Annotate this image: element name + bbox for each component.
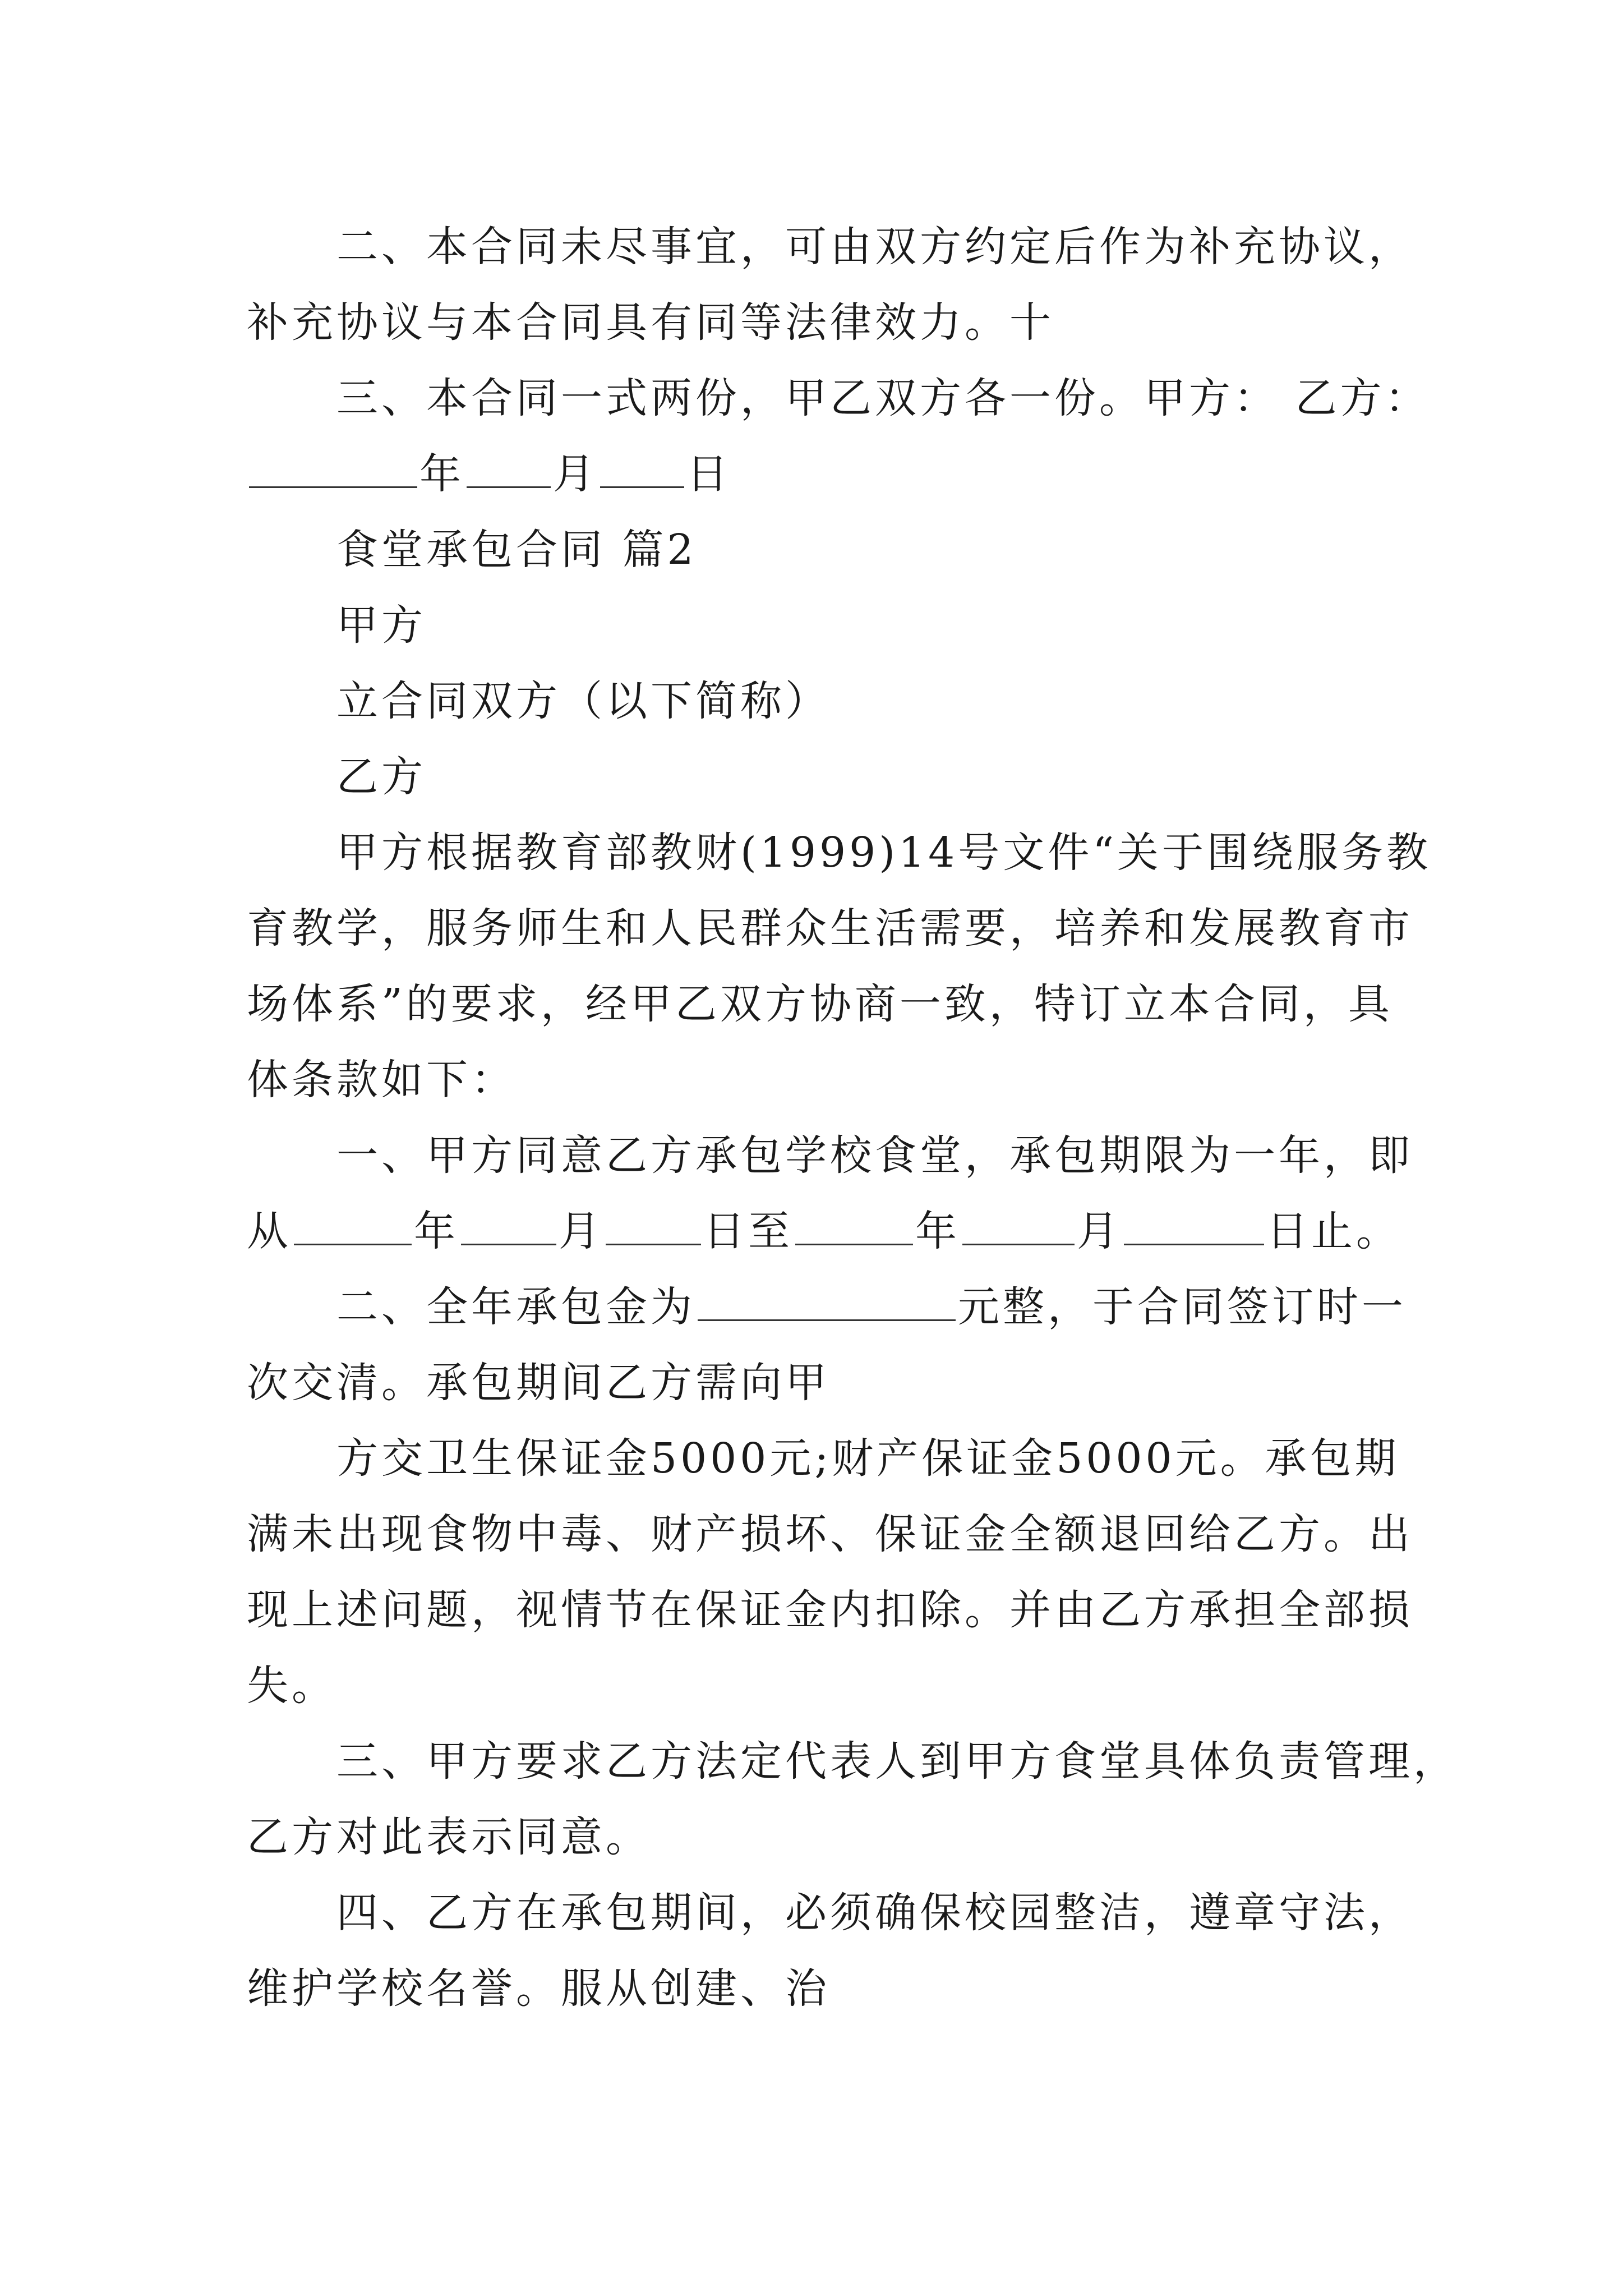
blank-field [606, 1210, 701, 1245]
date-month-label: 月 [553, 450, 598, 498]
paragraph-line: 一、甲方同意乙方承包学校食堂，承包期限为一年，即 [336, 1131, 1413, 1180]
blank-field [461, 1210, 556, 1245]
paragraph-line: 四、乙方在承包期间，必须确保校园整洁，遵章守法， [336, 1889, 1413, 1937]
paragraph-line: 乙方对此表示同意。 [247, 1813, 651, 1861]
term-end-label: 日止。 [1266, 1207, 1401, 1255]
paragraph-line: 满未出现食物中毒、财产损坏、保证金全额退回给乙方。出 [247, 1510, 1413, 1558]
term-month-label: 月 [559, 1207, 603, 1255]
blank-field [294, 1210, 412, 1245]
term-year-label: 年 [414, 1207, 459, 1255]
paragraph-line: 现上述问题，视情节在保证金内扣除。并由乙方承担全部损 [247, 1586, 1413, 1634]
term-month-label: 月 [1077, 1207, 1122, 1255]
paragraph-line: 补充协议与本合同具有同等法律效力。十 [247, 298, 1054, 347]
term-year-label: 年 [915, 1207, 960, 1255]
blank-field [600, 453, 684, 488]
blank-field [698, 1286, 956, 1321]
paragraph-line: 方交卫生保证金5000元;财产保证金5000元。承包期 [336, 1434, 1400, 1483]
paragraph-line: 场体系”的要求，经甲乙双方协商一致，特订立本合同，具 [247, 980, 1393, 1028]
paragraph-line: 失。 [247, 1662, 336, 1710]
fee-suffix: 元整，于合同签订时一 [958, 1283, 1407, 1331]
blank-field [962, 1210, 1075, 1245]
paragraph-line: 三、甲方要求乙方法定代表人到甲方食堂具体负责管理， [336, 1737, 1458, 1786]
term-day-to-label: 日至 [703, 1207, 793, 1255]
paragraph-line: 体条款如下： [247, 1056, 516, 1104]
paragraph-line: 二、本合同未尽事宜，可由双方约定后作为补充协议， [336, 223, 1413, 271]
paragraph-line: 立合同双方（以下简称） [336, 677, 830, 725]
fee-label: 二、全年承包金为 [336, 1283, 695, 1331]
section-heading: 食堂承包合同 篇2 [336, 526, 697, 574]
blank-field [1124, 1210, 1264, 1245]
fee-line [336, 1268, 1503, 1346]
date-day-label: 日 [686, 450, 731, 498]
date-signature-line [247, 435, 1413, 513]
paragraph-line: 甲方根据教育部教财(1999)14号文件“关于围绕服务教 [336, 829, 1432, 877]
blank-field [467, 453, 551, 488]
paragraph-line: 维护学校名誉。服从创建、治 [247, 1964, 830, 2013]
blank-field [795, 1210, 913, 1245]
term-date-line [247, 1192, 1413, 1271]
paragraph-line: 乙方 [336, 753, 426, 801]
term-from-label: 从 [247, 1207, 292, 1255]
paragraph-line: 甲方 [336, 601, 426, 650]
blank-field [249, 453, 417, 488]
paragraph-line: 育教学，服务师生和人民群众生活需要，培养和发展教育市 [247, 904, 1413, 953]
date-year-label: 年 [419, 450, 464, 498]
paragraph-line: 三、本合同一式两份，甲乙双方各一份。甲方： 乙方： [336, 374, 1430, 422]
paragraph-line: 次交清。承包期间乙方需向甲 [247, 1359, 830, 1407]
